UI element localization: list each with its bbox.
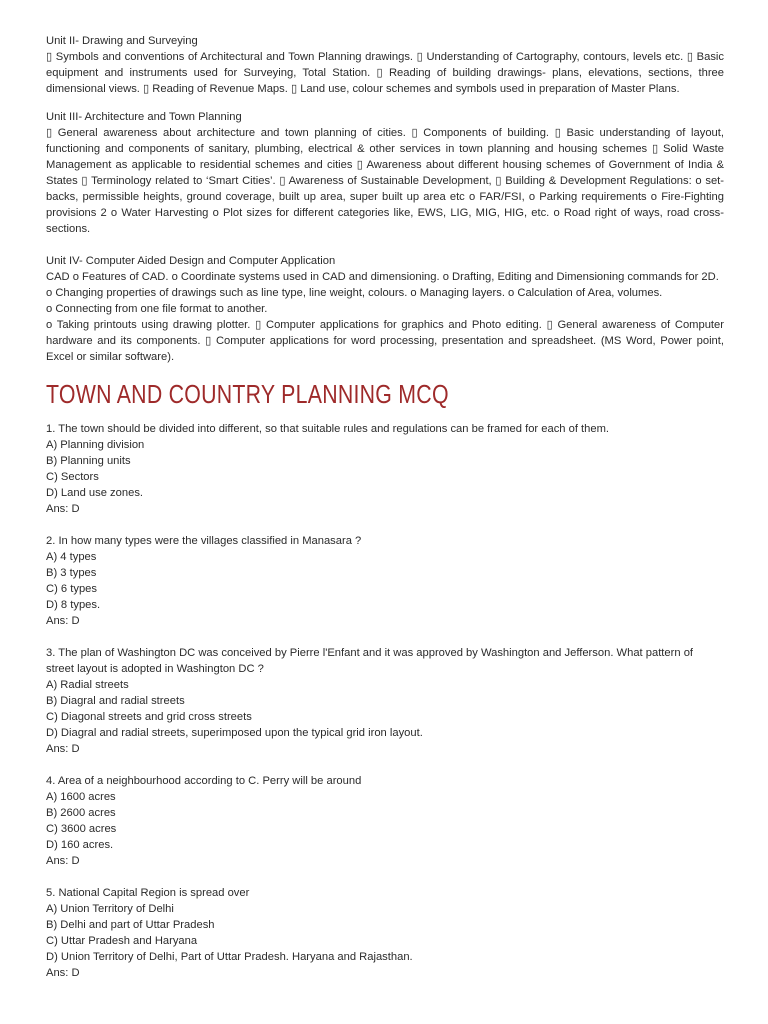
syllabus-unit-3 <box>46 109 724 237</box>
answer: Ans: D <box>46 967 80 979</box>
question-text: 5. National Capital Region is spread over <box>46 887 250 899</box>
question-4 <box>46 773 724 869</box>
question-text: 1. The town should be divided into different, so that suitable rules and regulations can be framed for each of them. <box>46 423 610 435</box>
unit-title: Unit IV- Computer Aided Design and Computer Application <box>46 255 336 267</box>
answer: Ans: D <box>46 615 80 627</box>
unit-body: ▯ Symbols and conventions of Architectural and Town Planning drawings. ▯ Understanding of Cartography, contours, levels etc. ▯ Basic equipment and instruments used for Surveying, Total Station. ▯ Reading of building drawings- plans, elevations, sections, three dimensional views. ▯ Reading of Revenue Maps. ▯ Land use, colour schemes and symbols used in preparation of Master Plans. <box>46 51 724 95</box>
option-b: B) 3 types <box>46 567 97 579</box>
unit-title: Unit III- Architecture and Town Planning <box>46 111 242 123</box>
option-a: A) 1600 acres <box>46 791 116 803</box>
syllabus-unit-2 <box>46 33 724 97</box>
option-c: C) Sectors <box>46 471 99 483</box>
unit-title: Unit II- Drawing and Surveying <box>46 35 198 47</box>
unit-line: o Changing properties of drawings such as line type, line weight, colours. o Managing layers. o Calculation of Area, volumes. <box>46 287 663 299</box>
option-c: C) 3600 acres <box>46 823 117 835</box>
option-a: A) 4 types <box>46 551 97 563</box>
question-3 <box>46 645 724 757</box>
option-c: C) Uttar Pradesh and Haryana <box>46 935 198 947</box>
syllabus-unit-4 <box>46 253 724 365</box>
option-c: C) 6 types <box>46 583 97 595</box>
option-a: A) Radial streets <box>46 679 129 691</box>
question-2 <box>46 533 724 629</box>
unit-body: o Taking printouts using drawing plotter. ▯ Computer applications for graphics and Photo editing. ▯ General awareness of Computer hardware and its components. ▯ Computer applications for word processing, presentation and spreadsheet. (MS Word, Power point, Excel or similar software). <box>46 319 724 363</box>
option-d: D) Union Territory of Delhi, Part of Uttar Pradesh. Haryana and Rajasthan. <box>46 951 413 963</box>
answer: Ans: D <box>46 743 80 755</box>
answer: Ans: D <box>46 855 80 867</box>
option-d: D) Diagral and radial streets, superimposed upon the typical grid iron layout. <box>46 727 423 739</box>
question-text: 3. The plan of Washington DC was conceived by Pierre l'Enfant and it was approved by Washington and Jefferson. What pattern of street layout is adopted in Washington DC ? <box>46 647 694 675</box>
answer: Ans: D <box>46 503 80 515</box>
unit-line: o Connecting from one file format to another. <box>46 303 268 315</box>
option-b: B) Diagral and radial streets <box>46 695 185 707</box>
option-a: A) Planning division <box>46 439 145 451</box>
option-c: C) Diagonal streets and grid cross streets <box>46 711 252 723</box>
question-5 <box>46 885 724 981</box>
option-d: D) Land use zones. <box>46 487 144 499</box>
unit-line: CAD o Features of CAD. o Coordinate systems used in CAD and dimensioning. o Drafting, Editing and Dimensioning commands for 2D. <box>46 271 719 283</box>
option-b: B) Planning units <box>46 455 131 467</box>
option-a: A) Union Territory of Delhi <box>46 903 174 915</box>
question-text: 4. Area of a neighbourhood according to C. Perry will be around <box>46 775 362 787</box>
page-title: TOWN AND COUNTRY PLANNING MCQ <box>46 379 449 409</box>
question-1 <box>46 421 724 517</box>
question-text: 2. In how many types were the villages classified in Manasara ? <box>46 535 362 547</box>
unit-body: ▯ General awareness about architecture and town planning of cities. ▯ Components of building. ▯ Basic understanding of layout, functioning and components of sanitary, plumbing, electrical & other services in town planning and housing schemes ▯ Solid Waste Management as applicable to residential schemes and cities ▯ Awareness about different housing schemes of Government of India & States ▯ Terminology related to ‘Smart Cities’. ▯ Awareness of Sustainable Development, ▯ Building & Development Regulations: o set-backs, permissible heights, ground coverage, built up area, super built up area etc o FAR/FSI, o Parking requirements o Fire-Fighting provisions 2 o Water Harvesting o Plot sizes for different categories like, EWS, LIG, MIG, HIG, etc. o Road right of ways, road cross-sections. <box>46 127 724 235</box>
option-d: D) 160 acres. <box>46 839 114 851</box>
option-b: B) Delhi and part of Uttar Pradesh <box>46 919 215 931</box>
option-b: B) 2600 acres <box>46 807 116 819</box>
option-d: D) 8 types. <box>46 599 101 611</box>
